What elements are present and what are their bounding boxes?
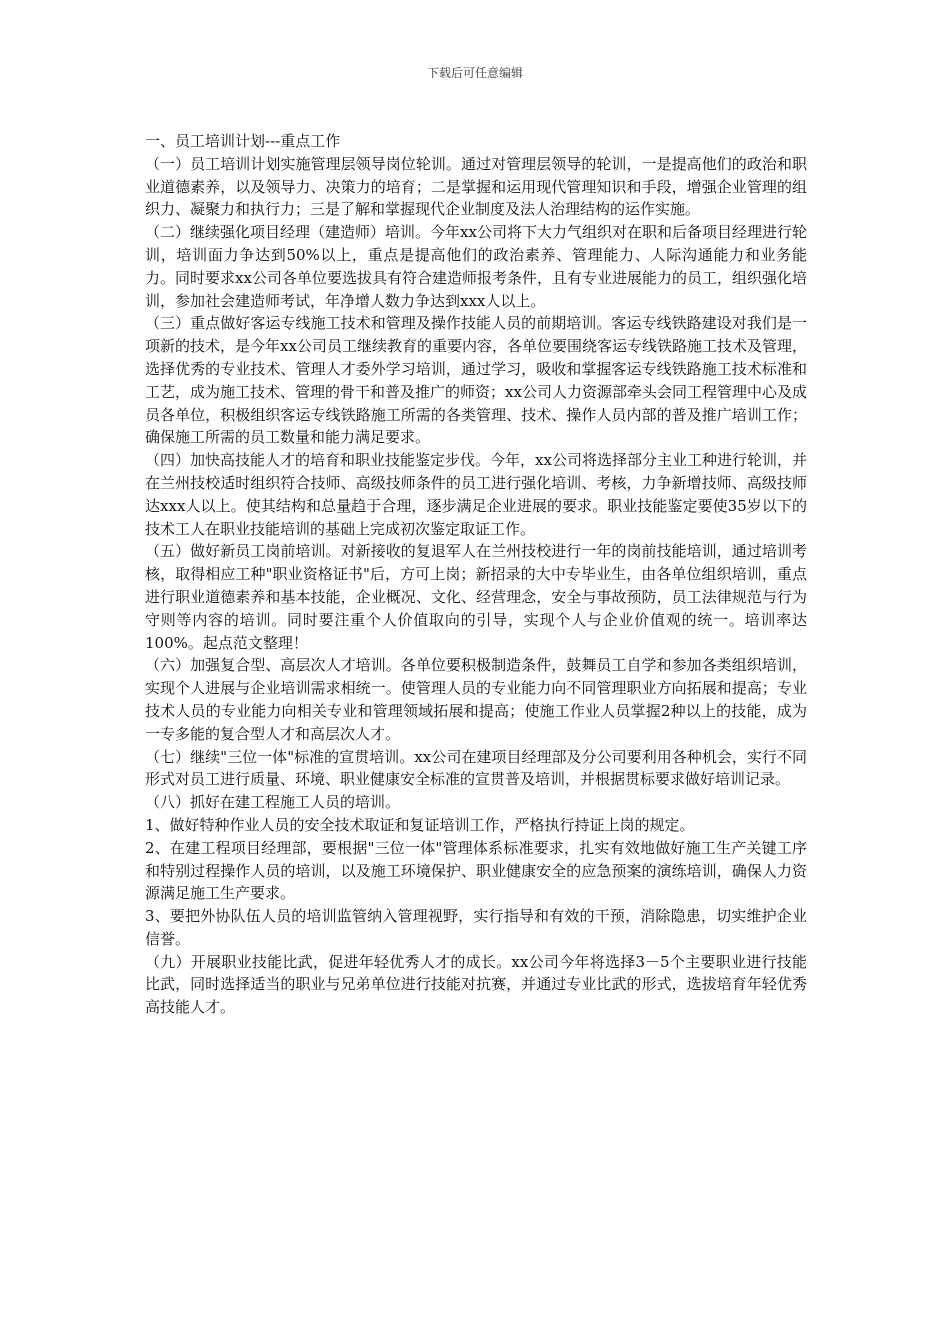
paragraph-8: （八）抓好在建工程施工人员的培训。 (145, 793, 401, 812)
paragraph-9: （九）开展职业技能比武，促进年轻优秀人才的成长。xx公司今年将选择3－5个主要职业进行技能比武，同时选择适当的职业与兄弟单位进行技能对抗赛，并通过专业比武的形式，选拔培育年轻优秀高技能人才。 (145, 952, 807, 1017)
document-body (145, 130, 807, 1019)
paragraph-1: （一）员工培训计划实施管理层领导岗位轮训。通过对管理层领导的轮训，一是提高他们的政治和职业道德素养，以及领导力、决策力的培育；二是掌握和运用现代管理知识和手段，增强企业管理的组织力、凝聚力和执行力；三是了解和掌握现代企业制度及法人治理结构的运作实施。 (145, 154, 807, 219)
list-item-3: 3、要把外协队伍人员的培训监管纳入管理视野，实行指导和有效的干预，消除隐患，切实维护企业信誉。 (145, 907, 807, 948)
paragraph-4: （四）加快高技能人才的培育和职业技能鉴定步伐。今年，xx公司将选择部分主业工种进行轮训，并在兰州技校适时组织符合技师、高级技师条件的员工进行强化培训、考核，力争新增技师、高级技师达xxx人以上。使其结构和总量趋于合理，逐步满足企业进展的要求。职业技能鉴定要使35岁以下的技术工人在职业技能培训的基础上完成初次鉴定取证工作。 (145, 451, 807, 538)
paragraph-6: （六）加强复合型、高层次人才培训。各单位要积极制造条件，鼓舞员工自学和参加各类组织培训，实现个人进展与企业培训需求相统一。使管理人员的专业能力向不同管理职业方向拓展和提高；专业技术人员的专业能力向相关专业和管理领域拓展和提高；使施工作业人员掌握2种以上的技能，成为一专多能的复合型人才和高层次人才。 (145, 656, 807, 743)
list-item-1: 1、做好特种作业人员的安全技术取证和复证培训工作，严格执行持证上岗的规定。 (145, 815, 695, 834)
document-title: 一、员工培训计划---重点工作 (145, 132, 341, 150)
paragraph-3: （三）重点做好客运专线施工技术和管理及操作技能人员的前期培训。客运专线铁路建设对我们是一项新的技术，是今年xx公司员工继续教育的重要内容，各单位要围绕客运专线铁路施工技术及管理，选择优秀的专业技术、管理人才委外学习培训，通过学习，吸收和掌握客运专线铁路施工技术标准和工艺，成为施工技术、管理的骨干和普及推广的师资；xx公司人力资源部牵头会同工程管理中心及成员各单位，积极组织客运专线铁路施工所需的各类管理、技术、操作人员内部的普及推广培训工作；确保施工所需的员工数量和能力满足要求。 (145, 314, 807, 447)
paragraph-5: （五）做好新员工岗前培训。对新接收的复退军人在兰州技校进行一年的岗前技能培训，通过培训考核，取得相应工种"职业资格证书"后，方可上岗；新招录的大中专毕业生，由各单位组织培训，重点进行职业道德素养和基本技能，企业概况、文化、经营理念，安全与事故预防，员工法律规范与行为守则等内容的培训。同时要注重个人价值取向的引导，实现个人与企业价值观的统一。培训率达100%。起点范文整理！ (145, 542, 807, 652)
page-header: 下载后可任意编辑 (426, 66, 523, 80)
paragraph-2: （二）继续强化项目经理（建造师）培训。今年xx公司将下大力气组织对在职和后备项目经理进行轮训，培训面力争达到50%以上，重点是提高他们的政治素养、管理能力、人际沟通能力和业务能力。同时要求xx公司各单位要选拔具有符合建造师报考条件，且有专业进展能力的员工，组织强化培训，参加社会建造师考试，年净增人数力争达到xxx人以上。 (145, 223, 807, 310)
list-item-2: 2、在建工程项目经理部，要根据"三位一体"管理体系标准要求，扎实有效地做好施工生产关键工序和特别过程操作人员的培训，以及施工环境保护、职业健康安全的应急预案的演练培训，确保人力资源满足施工生产要求。 (145, 838, 807, 903)
paragraph-7: （七）继续"三位一体"标准的宣贯培训。xx公司在建项目经理部及分公司要利用各种机会，实行不同形式对员工进行质量、环境、职业健康安全标准的宣贯普及培训，并根据贯标要求做好培训记录。 (145, 747, 807, 789)
